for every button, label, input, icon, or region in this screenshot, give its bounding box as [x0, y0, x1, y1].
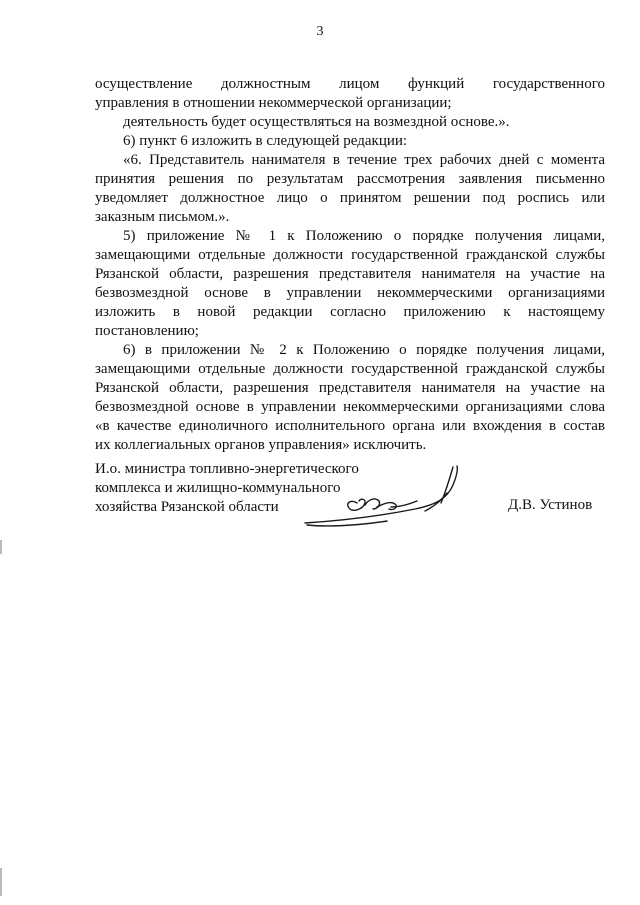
- text-line: заказным письмом.».: [95, 209, 230, 225]
- page-number: 3: [316, 24, 324, 39]
- text-line: деятельность будет осуществляться на возмездной основе.».: [123, 114, 510, 130]
- text-line: замещающими отдельные должности государственной гражданской службы: [95, 361, 605, 377]
- text-line: управления в отношении некоммерческой организации;: [95, 95, 452, 111]
- text-line: их коллегиальных органов управления» исключить.: [95, 437, 427, 453]
- paragraph-5: [95, 227, 605, 341]
- scan-margin-mark: [0, 540, 2, 554]
- scan-margin-mark: [0, 868, 2, 896]
- text-line: принятия решения по результатам рассмотрения заявления письменно: [95, 171, 605, 187]
- signer-title-line: хозяйства Рязанской области: [95, 499, 279, 515]
- text-line: 6) пункт 6 изложить в следующей редакции:: [123, 133, 408, 149]
- text-line: Рязанской области, разрешения представителя нанимателя на участие на: [95, 266, 605, 282]
- text-line: 5) приложение № 1 к Положению о порядке получения лицами,: [123, 228, 605, 244]
- handwritten-signature-icon: [295, 463, 465, 543]
- text-line: осуществление должностным лицом функций государственного: [95, 76, 605, 92]
- text-line: изложить в новой редакции согласно приложению к настоящему: [95, 304, 605, 320]
- paragraph-6: [95, 341, 605, 455]
- text-line: Рязанской области, разрешения представителя нанимателя на участие на: [95, 380, 605, 396]
- paragraph-1: [95, 75, 605, 113]
- text-line: замещающими отдельные должности государственной гражданской службы: [95, 247, 605, 263]
- signer-title-line: И.о. министра топливно-энергетического: [95, 461, 359, 477]
- text-line: «6. Представитель нанимателя в течение трех рабочих дней с момента: [123, 152, 605, 168]
- text-line: безвозмездной основе в управлении некоммерческими организациями слова: [95, 399, 605, 415]
- text-line: постановлению;: [95, 323, 199, 339]
- paragraph-3: [95, 132, 605, 151]
- paragraph-4: [95, 151, 605, 227]
- text-line: безвозмездной основе в управлении некоммерческими организациями: [95, 285, 605, 301]
- signer-title-line: комплекса и жилищно-коммунального: [95, 480, 341, 496]
- signer-name: Д.В. Устинов: [508, 497, 593, 513]
- text-line: уведомляет должностное лицо о принятом решении под роспись или: [95, 190, 605, 206]
- paragraph-2: [95, 113, 605, 132]
- text-line: 6) в приложении № 2 к Положению о порядке получения лицами,: [123, 342, 605, 358]
- text-line: «в качестве единоличного исполнительного органа или вхождения в состав: [95, 418, 605, 434]
- document-body: [95, 75, 605, 455]
